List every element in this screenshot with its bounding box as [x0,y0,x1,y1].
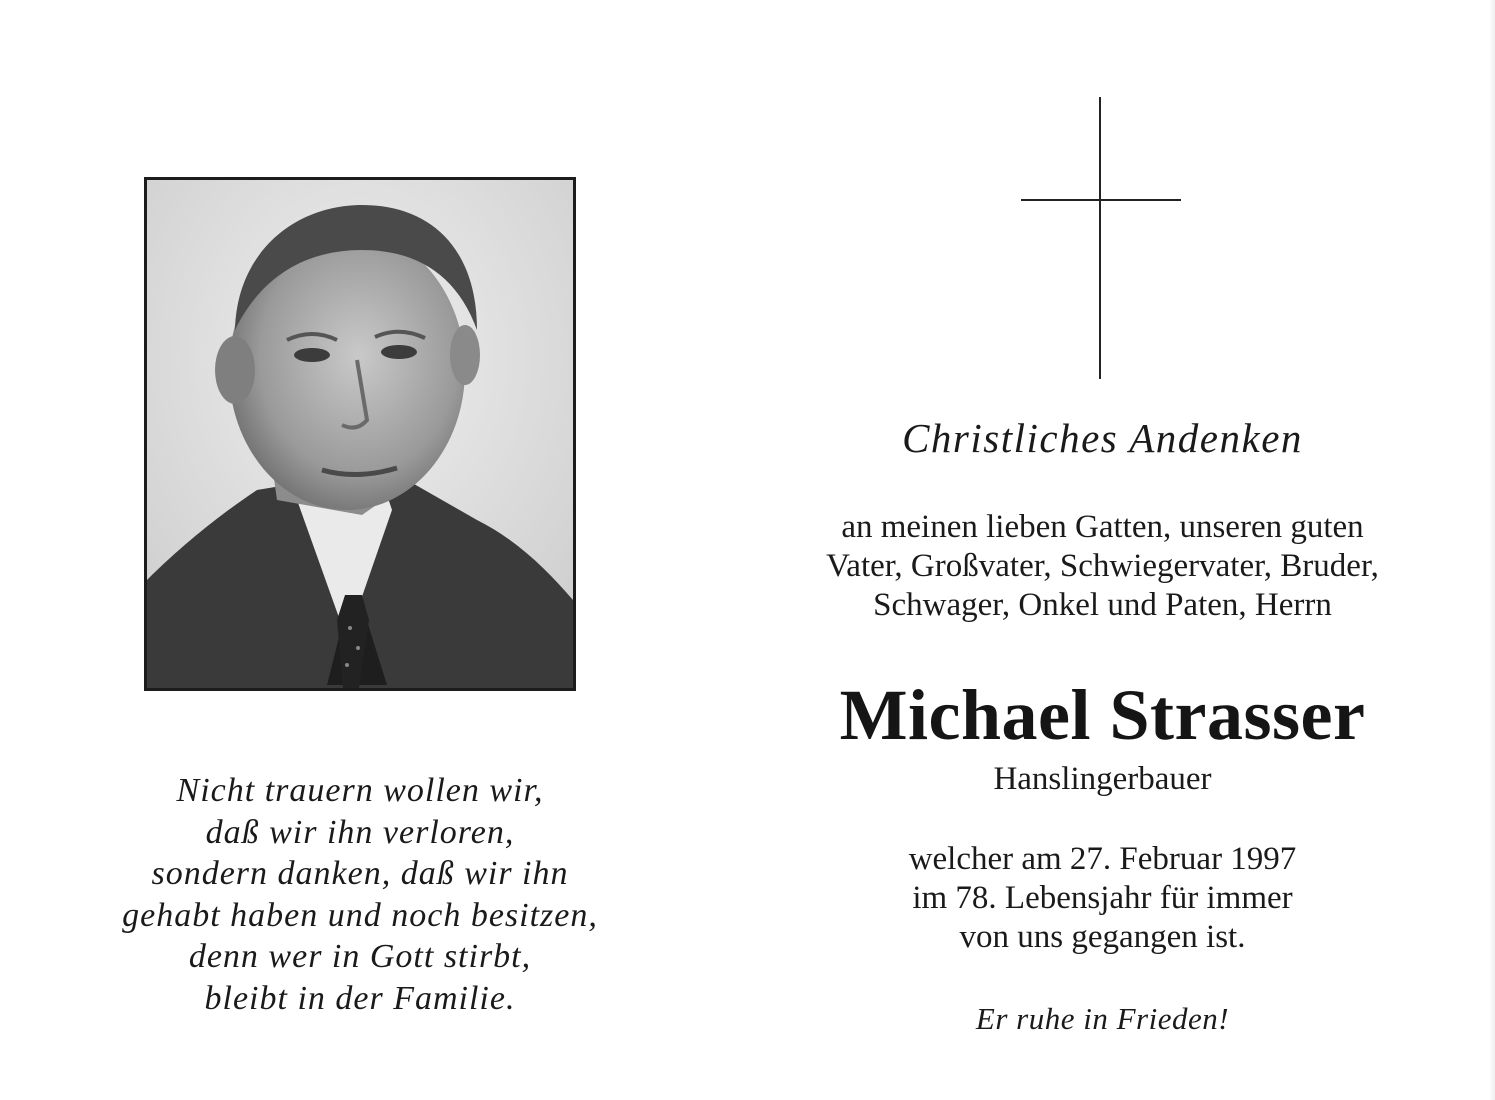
death-notice-line: welcher am 27. Februar 1997 [908,841,1297,877]
poem [60,770,660,1019]
deceased-name: Michael Strasser [839,675,1366,755]
poem-line: bleibt in der Familie. [204,979,516,1017]
farewell-text: Er ruhe in Frieden! [975,1001,1230,1036]
cross-vertical-bar [1099,97,1101,379]
dedication-line: an meinen lieben Gatten, unseren guten [841,509,1364,545]
portrait-photo [144,177,576,691]
death-notice-line: im 78. Lebensjahr für immer [912,880,1293,916]
memorial-heading: Christliches Andenken [902,415,1303,461]
cross-horizontal-bar [1021,199,1181,201]
portrait-photo-icon [147,180,573,688]
poem-line: daß wir ihn verloren, [205,813,515,851]
poem-line: sondern danken, daß wir ihn [151,855,569,892]
death-notice [780,840,1425,957]
poem-line: Nicht trauern wollen wir, [176,772,544,809]
card-edge [1489,0,1495,1100]
poem-line: denn wer in Gott stirbt, [188,938,532,975]
dedication-line: Schwager, Onkel und Paten, Herrn [873,587,1332,623]
dedication-line: Vater, Großvater, Schwiegervater, Bruder, [826,548,1379,584]
poem-line: gehabt haben und noch besitzen, [122,896,598,934]
deceased-title: Hanslingerbauer [993,761,1212,797]
dedication-text [780,508,1425,625]
death-notice-line: von uns gegangen ist. [959,919,1246,955]
